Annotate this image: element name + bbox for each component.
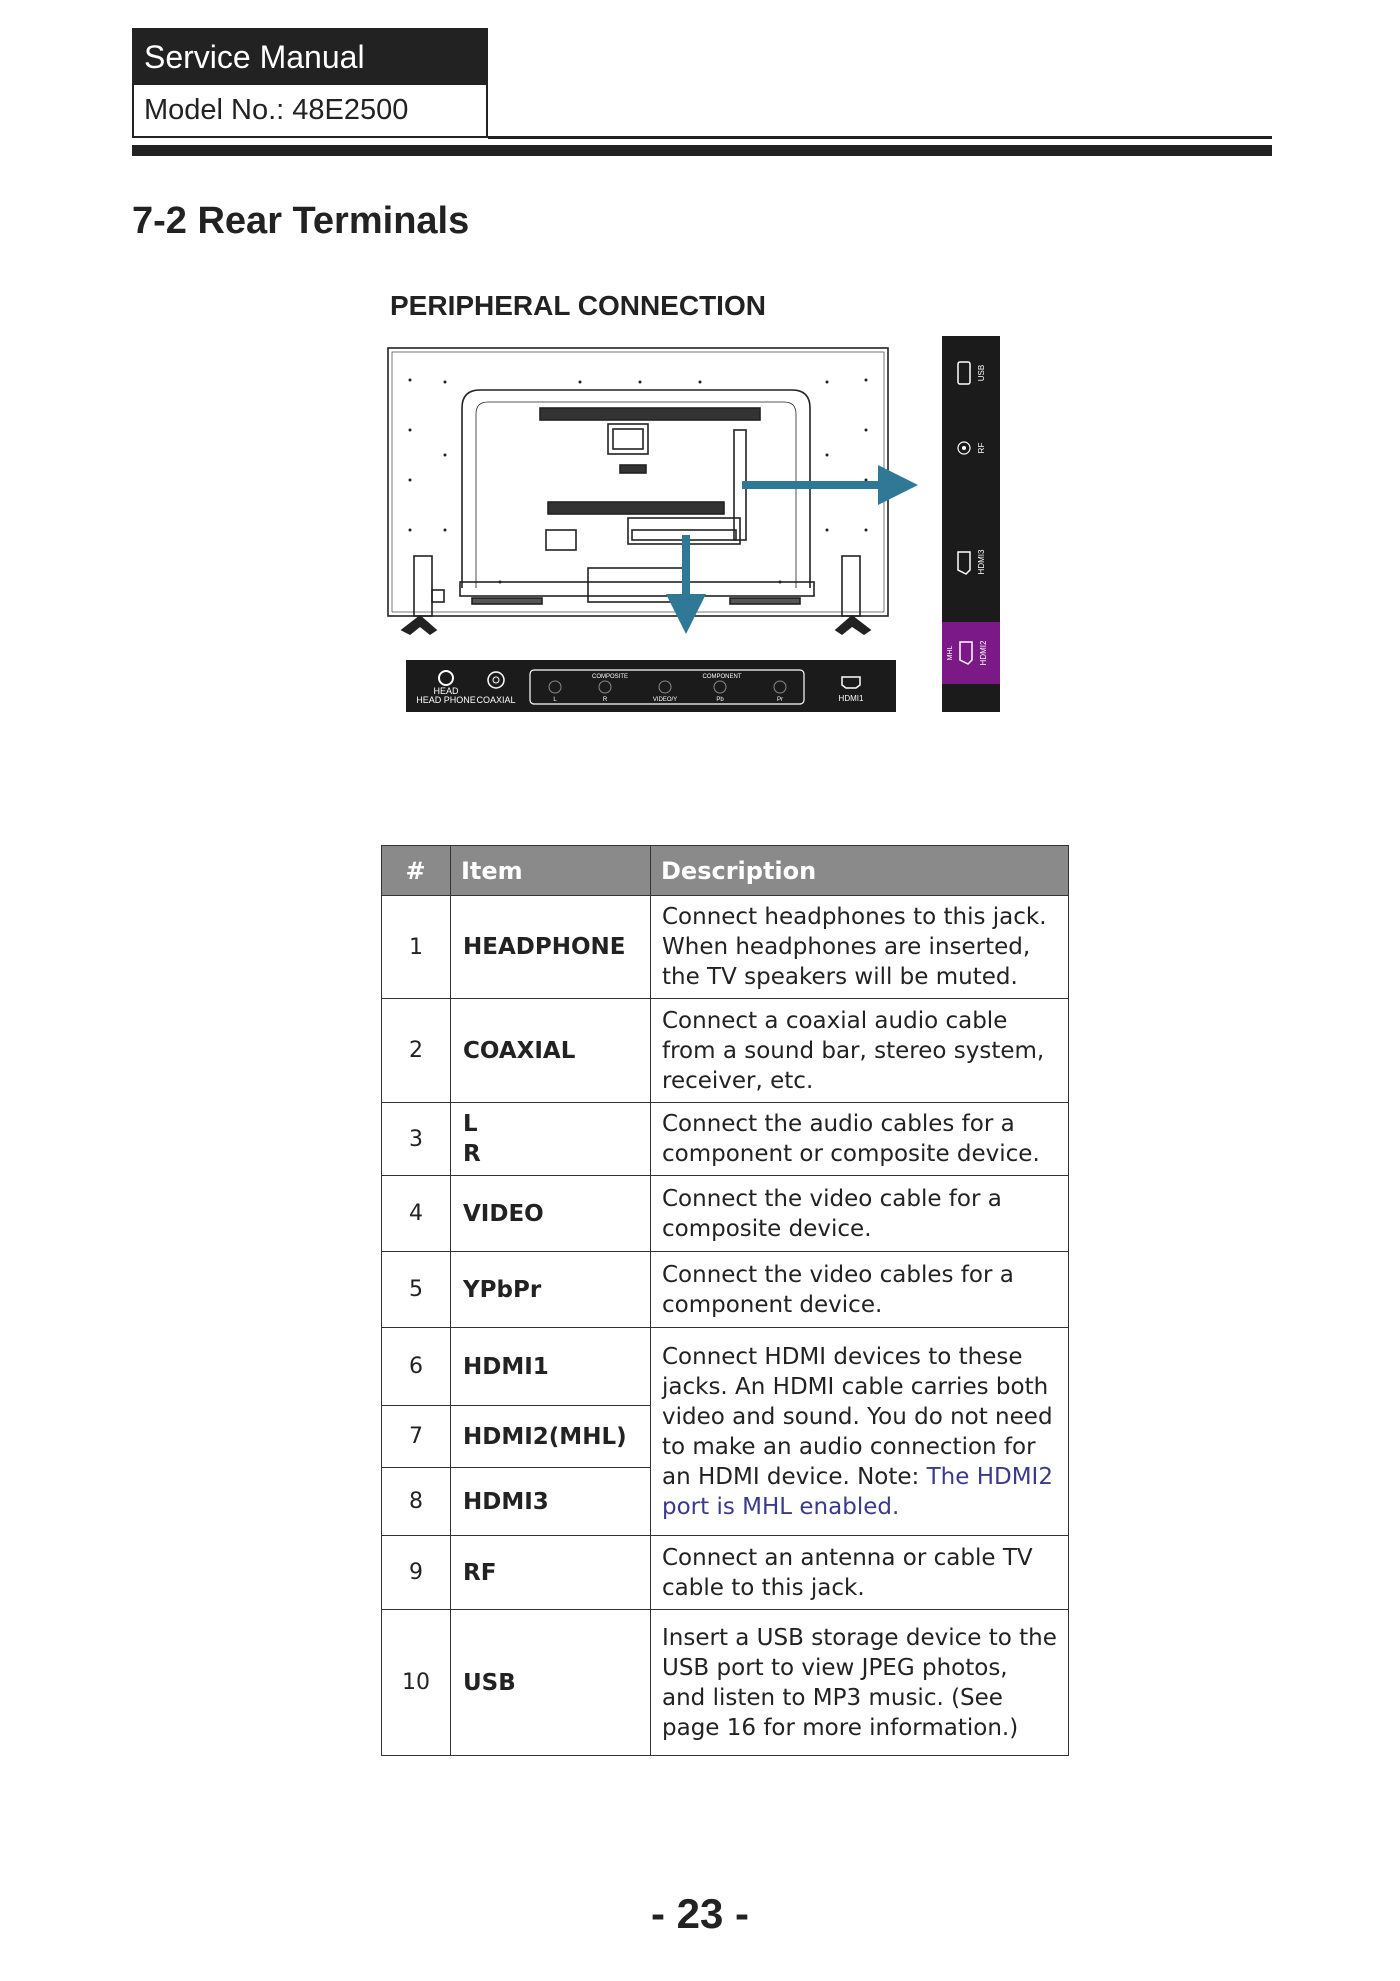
row-num: 7: [382, 1406, 451, 1468]
table-row: [382, 1536, 1069, 1610]
hdmi-desc: Connect HDMI devices to these jacks. An HDMI cable carries both video and sound. You do not need to make an audio connection for an HDMI device. Note:: [662, 1343, 1053, 1490]
header-item: Item: [451, 846, 651, 896]
row-num: 3: [382, 1103, 451, 1176]
hdmi1-label: HDMI1: [838, 694, 864, 703]
row-num: 5: [382, 1252, 451, 1328]
row-item: VIDEO: [451, 1176, 651, 1252]
table-row: [382, 1176, 1069, 1252]
tv-back-illustration: [388, 348, 888, 634]
row-num: 4: [382, 1176, 451, 1252]
header-box: [132, 28, 488, 138]
row-desc: Insert a USB storage device to the USB port to view JPEG photos, and listen to MP3 music. (See page 16 for more information.): [651, 1610, 1069, 1756]
row-num: 10: [382, 1610, 451, 1756]
header-num: #: [382, 846, 451, 896]
section-title: 7-2 Rear Terminals: [132, 200, 470, 242]
row-num: 1: [382, 896, 451, 999]
diagram-title: PERIPHERAL CONNECTION: [390, 290, 766, 321]
row-desc: Connect the video cables for a component device.: [651, 1252, 1069, 1328]
rear-terminal-diagram: [380, 330, 1020, 720]
table-header-row: [382, 846, 1069, 896]
video-y-label: VIDEO/Y: [652, 697, 678, 703]
rf-label: RF: [977, 442, 986, 454]
row-num: 9: [382, 1536, 451, 1610]
coaxial-label: COAXIAL: [476, 695, 516, 705]
row-item: HDMI1: [451, 1328, 651, 1406]
hdmi-note: The HDMI2 port is MHL enabled.: [662, 1463, 1053, 1520]
composite-label: COMPOSITE: [591, 674, 629, 680]
row-item: COAXIAL: [451, 999, 651, 1103]
row-item: HDMI2(MHL): [451, 1406, 651, 1468]
manual-title: Service Manual: [134, 30, 486, 85]
row-item: YPbPr: [451, 1252, 651, 1328]
table-row: [382, 1103, 1069, 1176]
bottom-terminal-panel: [406, 660, 896, 712]
item-r: R: [463, 1141, 481, 1167]
row-desc: Connect the video cable for a composite device.: [651, 1176, 1069, 1252]
mhl-label: MHL: [947, 645, 954, 661]
l-label: L: [553, 697, 557, 703]
row-item: HEADPHONE: [451, 896, 651, 999]
side-terminal-panel: [942, 336, 1000, 712]
table-row: [382, 1252, 1069, 1328]
row-num: 2: [382, 999, 451, 1103]
header-rule-thin: [488, 136, 1272, 139]
headphone-label-1: HEAD: [433, 686, 459, 696]
hdmi3-label: HDMI3: [977, 549, 986, 575]
row-item: RF: [451, 1536, 651, 1610]
pr-label: Pr: [777, 697, 783, 703]
terminals-table: [381, 845, 1069, 1756]
page-number: - 23 -: [650, 1890, 750, 1937]
hdmi2-label: HDMI2: [979, 640, 988, 666]
row-num: 6: [382, 1328, 451, 1406]
row-item: HDMI3: [451, 1468, 651, 1536]
row-num: 8: [382, 1468, 451, 1536]
row-desc: Connect headphones to this jack. When headphones are inserted, the TV speakers will be muted.: [651, 896, 1069, 999]
table-row: [382, 1610, 1069, 1756]
component-label: COMPONENT: [702, 674, 742, 680]
row-desc: Connect the audio cables for a component or composite device.: [651, 1103, 1069, 1176]
header-rule-thick: [132, 145, 1272, 156]
item-l: L: [463, 1111, 478, 1137]
model-number: Model No.: 48E2500: [144, 94, 409, 126]
row-item: [451, 1103, 651, 1176]
usb-label: USB: [977, 364, 986, 382]
r-label: R: [602, 697, 608, 703]
pb-label: Pb: [716, 697, 724, 703]
row-desc: Connect a coaxial audio cable from a sound bar, stereo system, receiver, etc.: [651, 999, 1069, 1103]
headphone-label: HEAD PHONE: [416, 695, 476, 705]
row-desc: Connect an antenna or cable TV cable to this jack.: [651, 1536, 1069, 1610]
header-desc: Description: [651, 846, 1069, 896]
row-desc: [651, 1328, 1069, 1536]
row-item: USB: [451, 1610, 651, 1756]
table-row: [382, 896, 1069, 999]
table-row: [382, 999, 1069, 1103]
table-row: [382, 1328, 1069, 1406]
